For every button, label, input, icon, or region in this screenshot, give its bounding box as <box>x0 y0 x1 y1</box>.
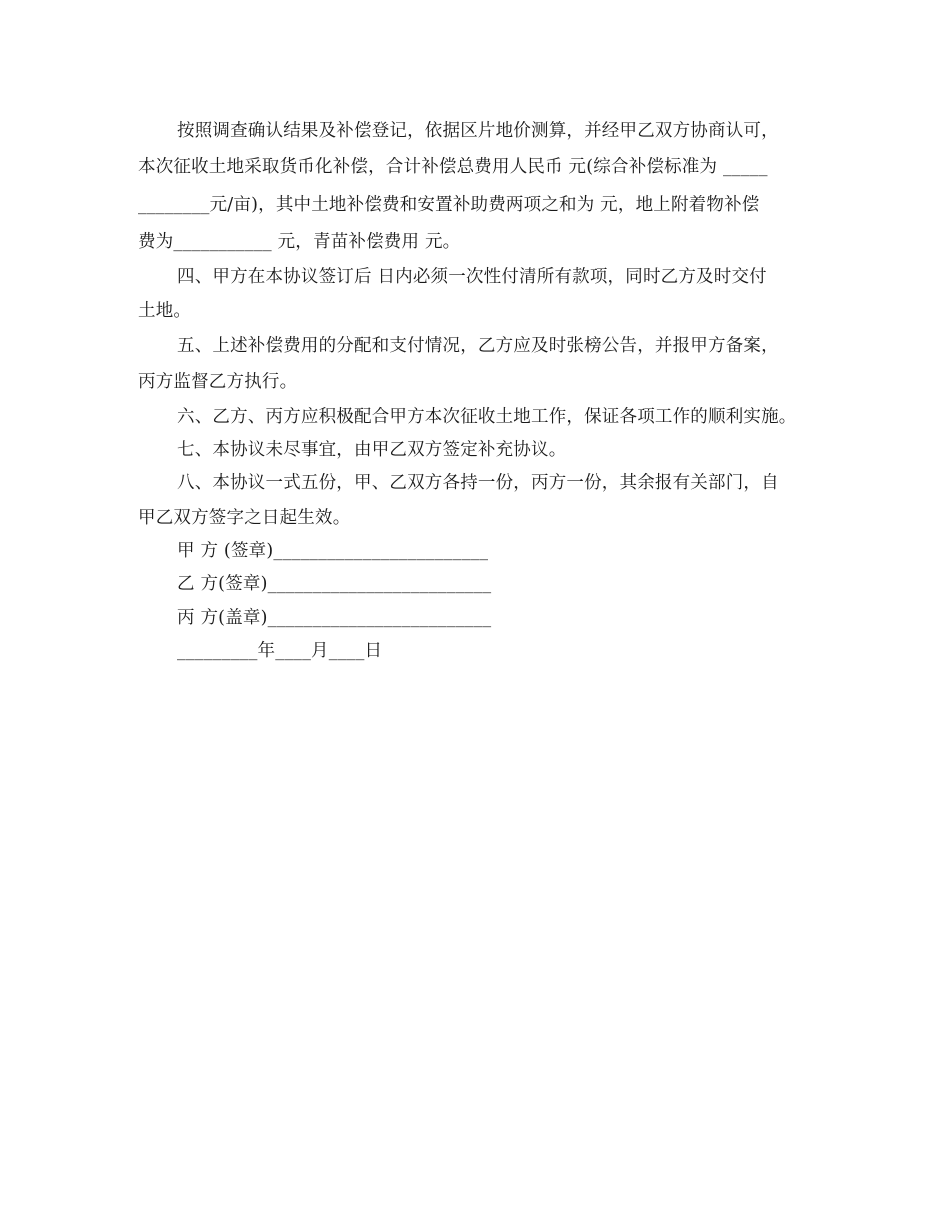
paragraph-compensation-line-3: ________元/亩)，其中土地补偿费和安置补助费两项之和为 元，地上附着物补偿 <box>138 195 760 215</box>
clause-5-line-2: 丙方监督乙方执行。 <box>138 372 298 392</box>
clause-5-line-1: 五、上述补偿费用的分配和支付情况，乙方应及时张榜公告，并报甲方备案， <box>177 336 779 356</box>
signature-party-a: 甲 方 (签章)________________________ <box>177 541 489 561</box>
clause-6-line-1: 六、乙方、丙方应积极配合甲方本次征收土地工作，保证各项工作的顺利实施。 <box>177 407 797 427</box>
paragraph-compensation-line-4: 费为___________ 元，青苗补偿费用 元。 <box>138 232 461 252</box>
signature-date: _________年____月____日 <box>177 641 383 661</box>
clause-4-line-2: 土地。 <box>138 301 192 321</box>
clause-4-line-1: 四、甲方在本协议签订后 日内必须一次性付清所有款项，同时乙方及时交付 <box>177 267 767 287</box>
clause-7-line-1: 七、本协议未尽事宜，由甲乙双方签定补充协议。 <box>177 440 567 460</box>
signature-party-c: 丙 方(盖章)_________________________ <box>177 608 492 628</box>
paragraph-compensation-line-1: 按照调查确认结果及补偿登记，依据区片地价测算，并经甲乙双方协商认可， <box>177 121 779 141</box>
signature-party-b: 乙 方(签章)_________________________ <box>177 574 492 594</box>
clause-8-line-1: 八、本协议一式五份，甲、乙双方各持一份，丙方一份，其余报有关部门，自 <box>177 473 779 493</box>
clause-8-line-2: 甲乙双方签字之日起生效。 <box>138 508 351 528</box>
paragraph-compensation-line-2: 本次征收土地采取货币化补偿，合计补偿总费用人民币 元(综合补偿标准为 _____ <box>138 157 768 177</box>
